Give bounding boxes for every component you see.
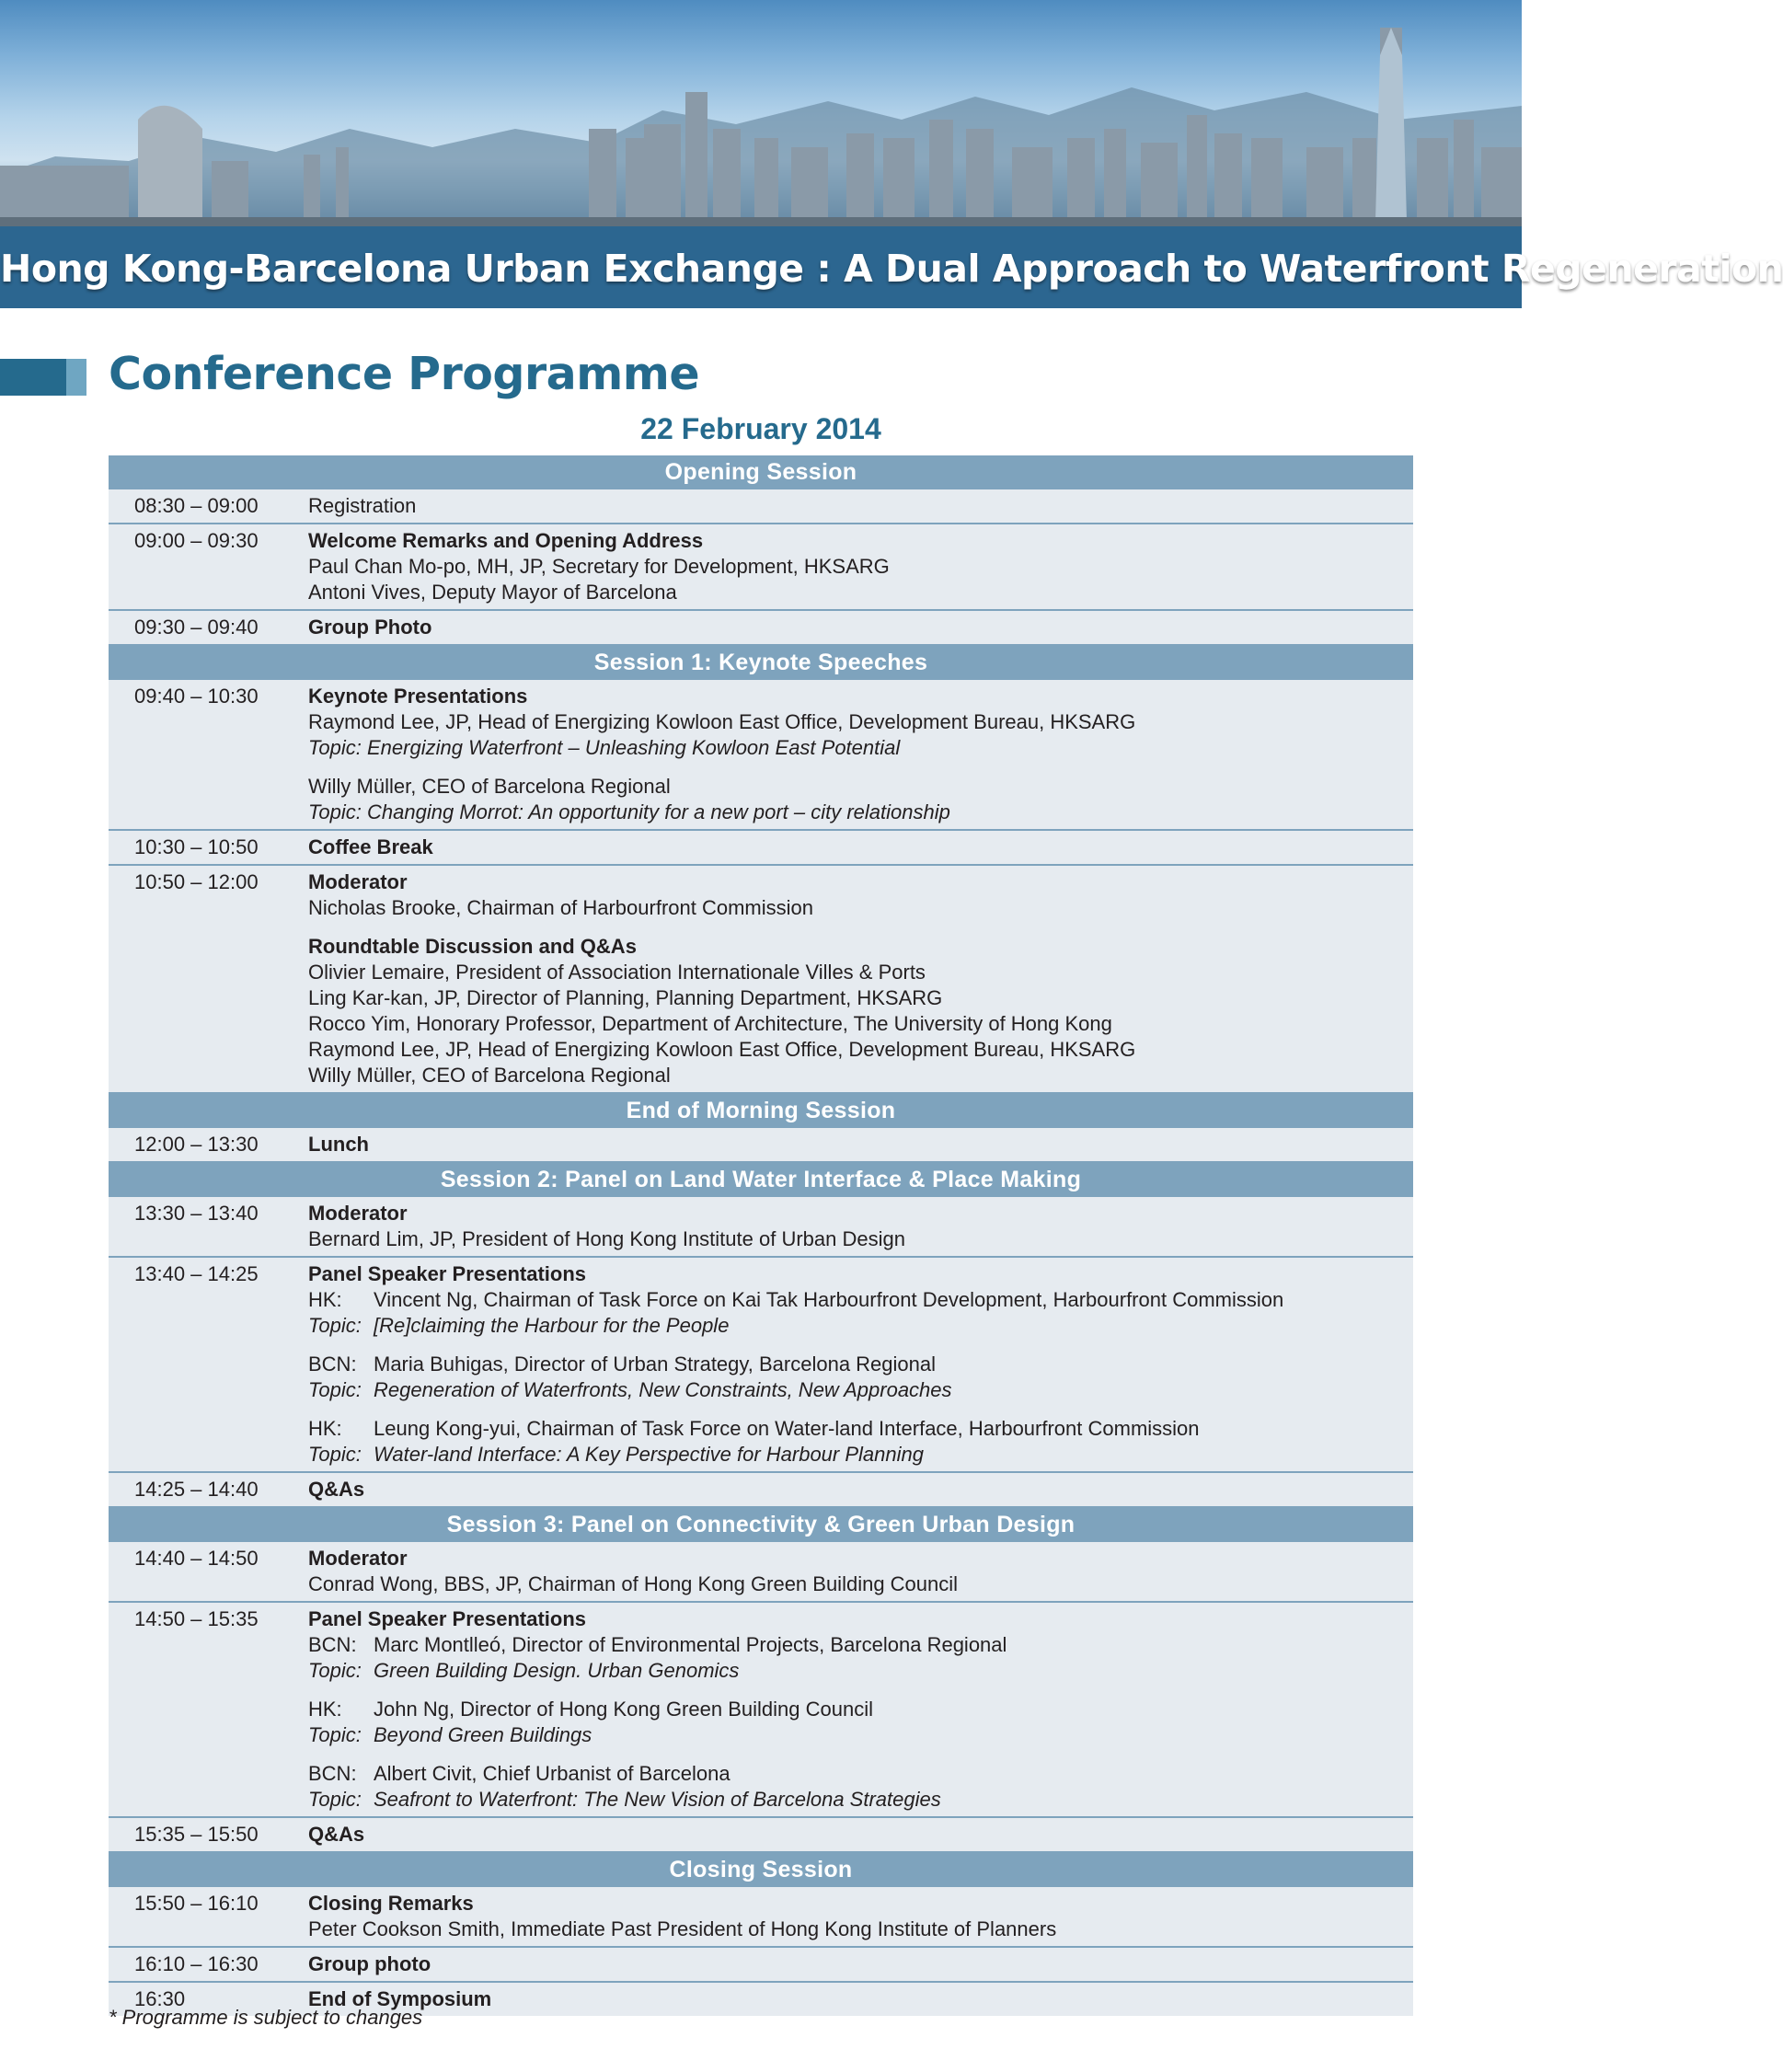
speaker-name: John Ng, Director of Hong Kong Green Building Council: [374, 1698, 873, 1721]
table-row: [109, 680, 1413, 831]
session-header-closing: Closing Session: [109, 1853, 1413, 1887]
row-line: Conrad Wong, BBS, JP, Chairman of Hong Kong Green Building Council: [308, 1572, 959, 1595]
row-title: End of Symposium: [308, 1987, 492, 2010]
programme-table: [109, 455, 1413, 2016]
table-row: [109, 1948, 1413, 1983]
speaker-name: Maria Buhigas, Director of Urban Strategy, Barcelona Regional: [374, 1353, 937, 1376]
session-header-panel-land-water: Session 2: Panel on Land Water Interface & Place Making: [109, 1163, 1413, 1197]
row-time: 08:30 – 09:00: [134, 494, 259, 517]
row-title: Welcome Remarks and Opening Address: [308, 529, 704, 552]
row-title: Q&As: [308, 1478, 365, 1501]
title-accent-bar: [0, 359, 66, 396]
row-title: Q&As: [308, 1823, 365, 1846]
header-banner: [0, 0, 1783, 308]
row-line: Olivier Lemaire, President of Association Internationale Villes & Ports: [308, 961, 926, 984]
row-time: 16:30: [134, 1987, 186, 2010]
row-time: 12:00 – 13:30: [134, 1133, 259, 1156]
row-topic: Topic: Energizing Waterfront – Unleashing Kowloon East Potential: [308, 736, 901, 759]
session-header-panel-connectivity: Session 3: Panel on Connectivity & Green Urban Design: [109, 1508, 1413, 1542]
row-time: 14:50 – 15:35: [134, 1607, 259, 1630]
speaker-name: Albert Civit, Chief Urbanist of Barcelona: [374, 1762, 730, 1785]
row-time: 13:40 – 14:25: [134, 1262, 259, 1285]
banner-title: Hong Kong-Barcelona Urban Exchange : A Dual Approach to Waterfront Regeneration: [0, 247, 1783, 291]
row-title: Keynote Presentations: [308, 685, 528, 708]
speaker-topic: Regeneration of Waterfronts, New Constraints, New Approaches: [374, 1378, 952, 1401]
speaker-topic: Water-land Interface: A Key Perspective for Harbour Planning: [374, 1443, 924, 1466]
row-time: 09:00 – 09:30: [134, 529, 259, 552]
row-topic: Topic: Changing Morrot: An opportunity for a new port – city relationship: [308, 800, 950, 823]
speaker-name: Marc Montlleó, Director of Environmental Projects, Barcelona Regional: [374, 1633, 1007, 1656]
table-row: [109, 489, 1413, 524]
row-line: Peter Cookson Smith, Immediate Past President of Hong Kong Institute of Planners: [308, 1917, 1057, 1940]
session-header-keynote: Session 1: Keynote Speeches: [109, 646, 1413, 680]
speaker-name: Vincent Ng, Chairman of Task Force on Kai Tak Harbourfront Development, Harbourfront Commission: [374, 1288, 1284, 1311]
topic-label: Topic:: [308, 1659, 362, 1682]
row-time: 13:30 – 13:40: [134, 1202, 259, 1225]
page-title: Conference Programme: [109, 348, 700, 400]
row-title: Roundtable Discussion and Q&As: [308, 935, 637, 958]
session-header-opening: Opening Session: [109, 455, 1413, 489]
row-line: Raymond Lee, JP, Head of Energizing Kowloon East Office, Development Bureau, HKSARG: [308, 1038, 1136, 1061]
row-time: 14:25 – 14:40: [134, 1478, 259, 1501]
speaker-name: Leung Kong-yui, Chairman of Task Force on Water-land Interface, Harbourfront Commission: [374, 1417, 1200, 1440]
row-title: Panel Speaker Presentations: [308, 1262, 587, 1285]
speaker-origin: BCN:: [308, 1633, 357, 1656]
speaker-origin: HK:: [308, 1698, 342, 1721]
table-row: [109, 1603, 1413, 1818]
row-time: 10:50 – 12:00: [134, 870, 259, 893]
title-accent-bar-light: [66, 359, 86, 396]
speaker-origin: HK:: [308, 1417, 342, 1440]
row-time: 09:30 – 09:40: [134, 616, 259, 639]
table-row: [109, 1128, 1413, 1163]
row-text: Registration: [308, 494, 417, 517]
row-title: Panel Speaker Presentations: [308, 1607, 587, 1630]
row-title: Group photo: [308, 1952, 431, 1975]
row-title: Group Photo: [308, 616, 432, 639]
footnote: * Programme is subject to changes: [109, 2006, 423, 2029]
speaker-origin: HK:: [308, 1288, 342, 1311]
row-time: 09:40 – 10:30: [134, 685, 259, 708]
table-row: [109, 1197, 1413, 1258]
row-title: Moderator: [308, 1547, 408, 1570]
row-line: Antoni Vives, Deputy Mayor of Barcelona: [308, 581, 677, 604]
row-title: Coffee Break: [308, 835, 433, 858]
row-time: 15:35 – 15:50: [134, 1823, 259, 1846]
row-time: 14:40 – 14:50: [134, 1547, 259, 1570]
table-row: [109, 1473, 1413, 1508]
topic-label: Topic:: [308, 1788, 362, 1811]
row-line: Bernard Lim, JP, President of Hong Kong Institute of Urban Design: [308, 1227, 905, 1250]
topic-label: Topic:: [308, 1378, 362, 1401]
row-title: Closing Remarks: [308, 1892, 474, 1915]
speaker-topic: Beyond Green Buildings: [374, 1723, 592, 1746]
row-line: Nicholas Brooke, Chairman of Harbourfront Commission: [308, 896, 813, 919]
session-header-morning-end: End of Morning Session: [109, 1094, 1413, 1128]
row-line: Ling Kar-kan, JP, Director of Planning, Planning Department, HKSARG: [308, 986, 943, 1009]
table-row: [109, 1258, 1413, 1473]
speaker-origin: BCN:: [308, 1762, 357, 1785]
table-row: [109, 611, 1413, 646]
topic-label: Topic:: [308, 1314, 362, 1337]
row-title: Lunch: [308, 1133, 369, 1156]
row-line: Willy Müller, CEO of Barcelona Regional: [308, 1064, 671, 1087]
speaker-topic: [Re]claiming the Harbour for the People: [374, 1314, 730, 1337]
table-row: [109, 524, 1413, 611]
speaker-topic: Seafront to Waterfront: The New Vision of Barcelona Strategies: [374, 1788, 941, 1811]
programme-date: 22 February 2014: [640, 412, 881, 445]
table-row: [109, 1887, 1413, 1948]
row-time: 16:10 – 16:30: [134, 1952, 259, 1975]
row-time: 15:50 – 16:10: [134, 1892, 259, 1915]
table-row: [109, 1818, 1413, 1853]
row-line: Raymond Lee, JP, Head of Energizing Kowloon East Office, Development Bureau, HKSARG: [308, 710, 1136, 733]
row-title: Moderator: [308, 870, 408, 893]
table-row: [109, 1542, 1413, 1603]
speaker-origin: BCN:: [308, 1353, 357, 1376]
row-line: Paul Chan Mo-po, MH, JP, Secretary for Development, HKSARG: [308, 555, 890, 578]
speaker-topic: Green Building Design. Urban Genomics: [374, 1659, 740, 1682]
topic-label: Topic:: [308, 1443, 362, 1466]
table-row: [109, 831, 1413, 866]
row-line: Willy Müller, CEO of Barcelona Regional: [308, 775, 671, 798]
row-time: 10:30 – 10:50: [134, 835, 259, 858]
row-line: Rocco Yim, Honorary Professor, Department of Architecture, The University of Hong Kong: [308, 1012, 1112, 1035]
row-title: Moderator: [308, 1202, 408, 1225]
topic-label: Topic:: [308, 1723, 362, 1746]
table-row: [109, 866, 1413, 1094]
